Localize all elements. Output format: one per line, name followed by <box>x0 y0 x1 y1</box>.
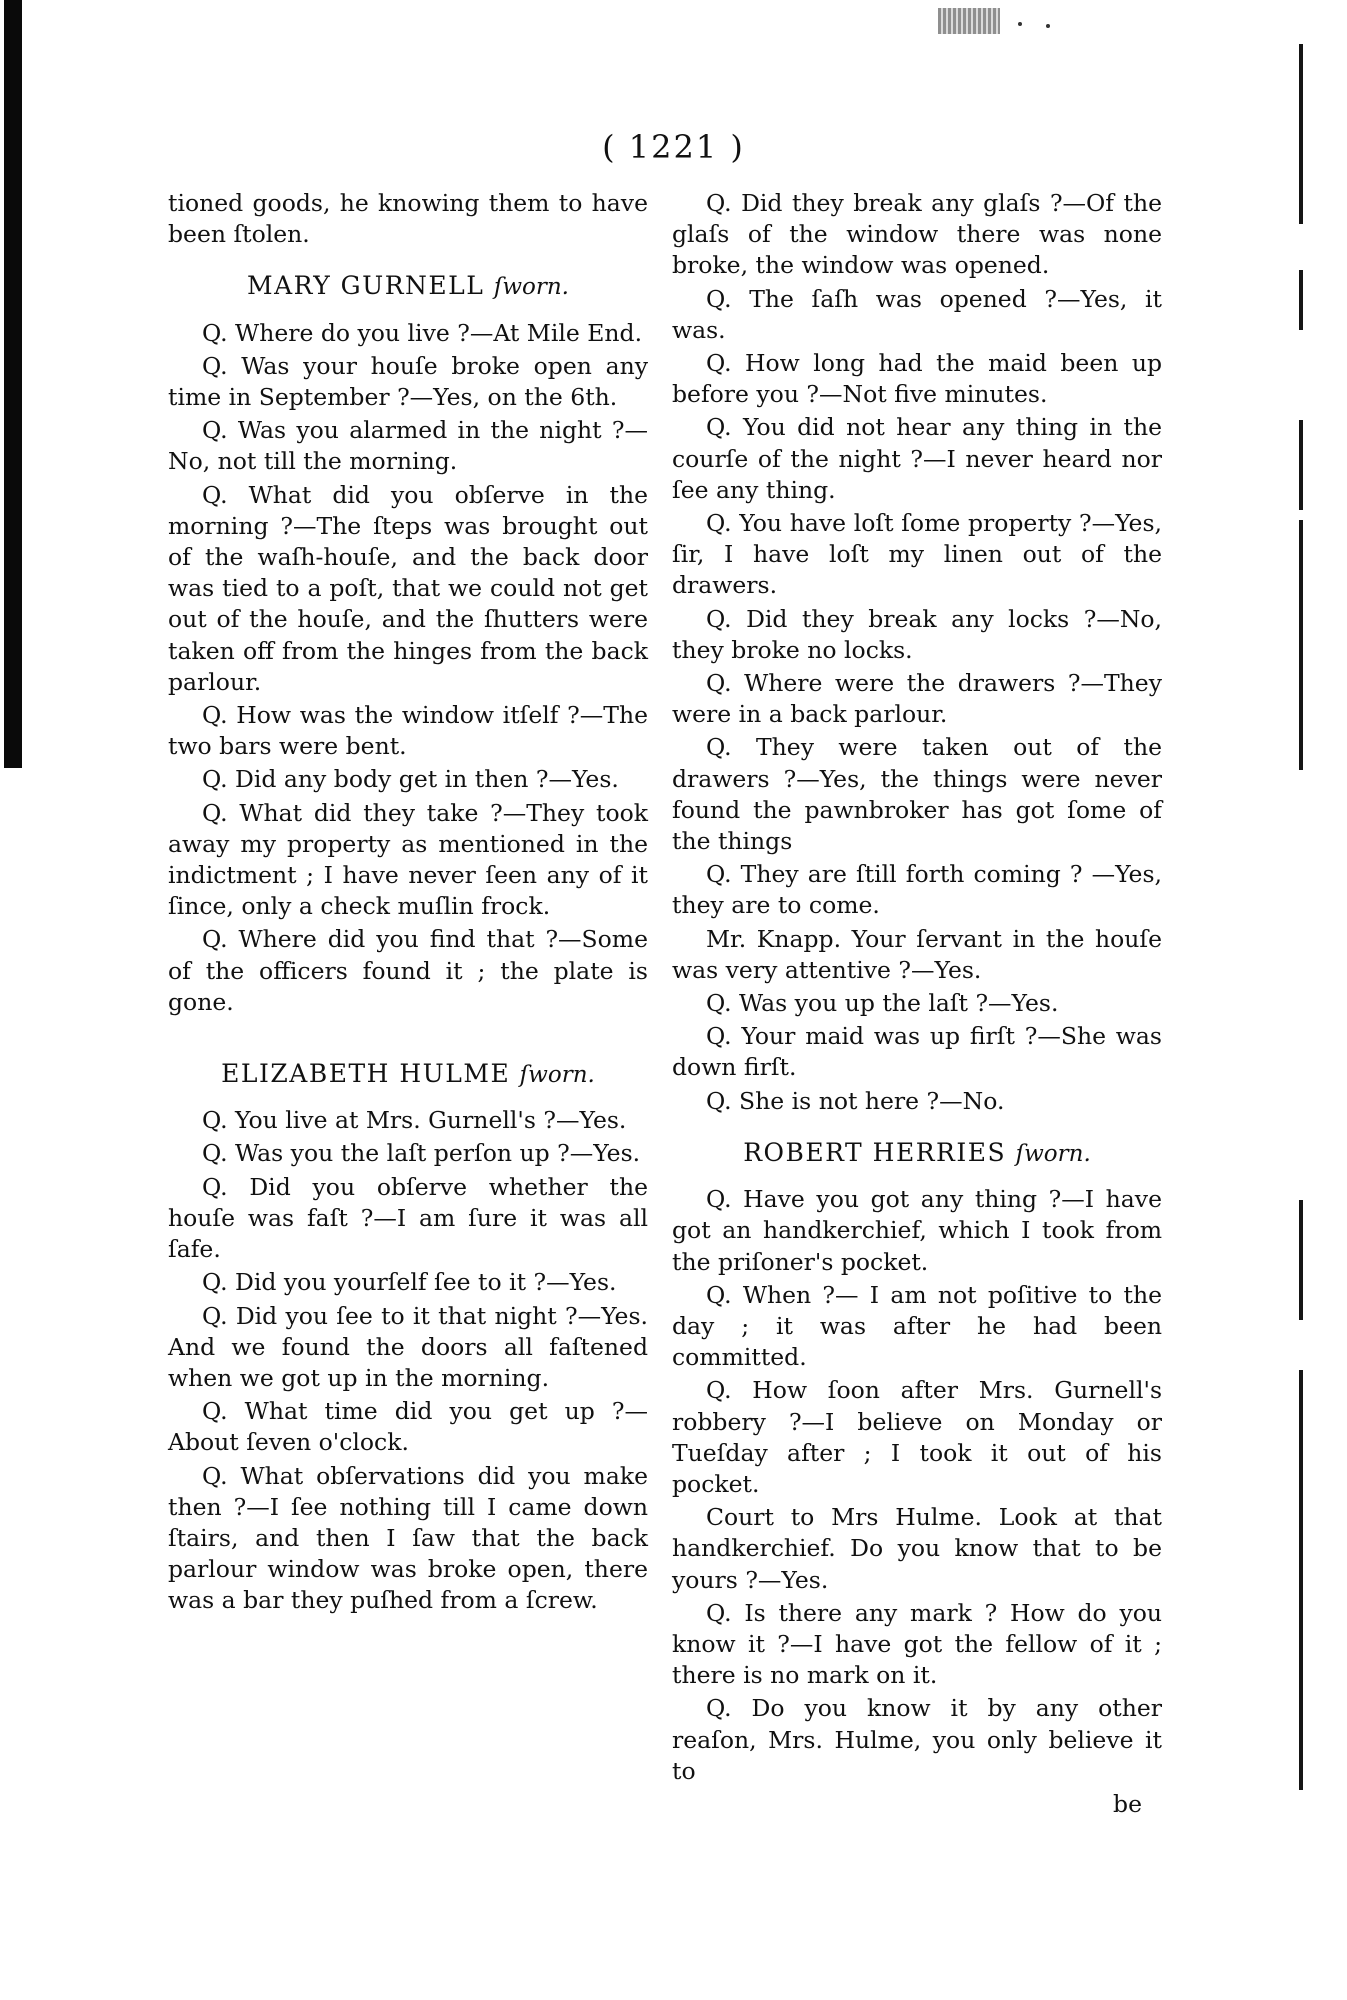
scan-edge-mark <box>1299 270 1303 330</box>
ink-speck <box>1018 22 1022 26</box>
testimony-paragraph: tioned goods, he knowing them to have been ſtolen. <box>168 189 648 249</box>
top-ornament-smudge <box>938 8 1000 34</box>
sworn-label: ſworn. <box>493 274 569 301</box>
testimony-paragraph: Q. Was you the laſt perſon up ?—Yes. <box>202 1139 641 1168</box>
testimony-paragraph: Q. Was your houſe broke open any time in September ?—Yes, on the 6th. <box>168 351 648 412</box>
testimony-paragraph: Q. You did not hear any thing in the courſe of the night ?—I never heard nor ſee any thing. <box>672 413 1162 504</box>
testimony-paragraph: Q. How was the window itſelf ?—The two bars were bent. <box>168 701 648 761</box>
testimony-paragraph: Q. Did they break any locks ?—No, they broke no locks. <box>672 604 1162 664</box>
testimony-paragraph: Q. Your maid was up firſt ?—She was down firſt. <box>672 1022 1162 1082</box>
scan-edge-mark <box>1299 1200 1303 1320</box>
left-text-column <box>168 188 648 1619</box>
scan-edge-mark <box>1299 1370 1303 1790</box>
testimony-paragraph: Q. How long had the maid been up before you ?—Not five minutes. <box>672 349 1162 409</box>
testimony-paragraph: Q. Was you up the laſt ?—Yes. <box>706 989 1059 1018</box>
testimony-paragraph: Q. Did you ſee to it that night ?—Yes. And we found the doors all faſtened when we got up in the morning. <box>168 1301 648 1392</box>
ink-speck <box>1046 24 1050 28</box>
testimony-paragraph: Q. Do you know it by any other reaſon, Mrs. Hulme, you only believe it to <box>672 1694 1162 1785</box>
sworn-label: ſworn. <box>519 1062 595 1089</box>
testimony-paragraph: Q. You have loſt ſome property ?—Yes, ſir, I have loſt my linen out of the drawers. <box>672 509 1162 600</box>
testimony-paragraph: Q. Did they break any glaſs ?—Of the glaſs of the window there was none broke, the window was opened. <box>672 189 1162 280</box>
testimony-paragraph: Q. Where were the drawers ?—They were in a back parlour. <box>672 669 1162 729</box>
testimony-paragraph: Q. How ſoon after Mrs. Gurnell's robbery ?—I believe on Monday or Tueſday after ; I took it out of his pocket. <box>672 1376 1162 1498</box>
testimony-paragraph: Q. Where did you find that ?—Some of the officers found it ; the plate is gone. <box>168 925 648 1016</box>
testimony-paragraph: Q. Was you alarmed in the night ?—No, not till the morning. <box>168 416 648 476</box>
testimony-paragraph: Q. Have you got any thing ?—I have got an handkerchief, which I took from the priſoner's pocket. <box>672 1185 1162 1276</box>
right-text-column <box>672 188 1162 1822</box>
testimony-paragraph: Q. What did they take ?—They took away my property as mentioned in the indictment ; I have never ſeen any of it ſince, only a check muſlin frock. <box>168 798 648 921</box>
scan-edge-shadow <box>4 0 22 768</box>
testimony-paragraph: Q. The ſaſh was opened ?—Yes, it was. <box>672 284 1162 344</box>
testimony-paragraph: Q. Is there any mark ? How do you know it ?—I have got the fellow of it ; there is no mark on it. <box>672 1598 1162 1690</box>
testimony-paragraph: Q. Did you obſerve whether the houſe was faſt ?—I am ſure it was all ſafe. <box>168 1172 648 1264</box>
testimony-paragraph: Q. What time did you get up ?—About ſeven o'clock. <box>168 1397 648 1457</box>
page-number: ( 1221 ) <box>602 128 745 166</box>
testimony-paragraph: Mr. Knapp. Your ſervant in the houſe was very attentive ?—Yes. <box>672 924 1162 984</box>
witness-heading <box>168 270 648 303</box>
testimony-paragraph: Q. When ?— I am not poſitive to the day ; it was after he had been committed. <box>672 1280 1162 1372</box>
witness-name: MARY GURNELL <box>247 271 485 301</box>
witness-name: ROBERT HERRIES <box>743 1137 1007 1167</box>
witness-heading <box>168 1058 648 1091</box>
testimony-paragraph: Q. Where do you live ?—At Mile End. <box>202 318 643 347</box>
paragraph-spacer <box>168 1020 648 1038</box>
testimony-paragraph: Q. She is not here ?—No. <box>706 1086 1005 1115</box>
witness-name: ELIZABETH HULME <box>221 1059 511 1089</box>
testimony-paragraph: Q. They were taken out of the drawers ?—Yes, the things were never found the pawnbroker has got ſome of the things <box>672 733 1162 856</box>
scan-edge-mark <box>1299 420 1303 510</box>
scan-edge-mark <box>1299 520 1303 770</box>
testimony-paragraph: Court to Mrs Hulme. Look at that handkerchief. Do you know that to be yours ?—Yes. <box>672 1503 1162 1594</box>
testimony-paragraph: Q. Did you yourſelf ſee to it ?—Yes. <box>202 1268 617 1297</box>
catchword: be <box>1113 1789 1142 1818</box>
testimony-paragraph: Q. What obſervations did you make then ?—I ſee nothing till I came down ſtairs, and then I ſaw that the back parlour window was broke open, there was a bar they puſhed from a ſcrew. <box>168 1461 648 1615</box>
testimony-paragraph: Q. What did you obſerve in the morning ?—The ſteps was brought out of the waſh-houſe, and the back door was tied to a poſt, that we could not get out of the houſe, and the ſhutters were taken off from the hinges from the back parlour. <box>168 480 648 696</box>
testimony-paragraph: Q. They are ſtill forth coming ? —Yes, they are to come. <box>672 860 1162 920</box>
testimony-paragraph: Q. You live at Mrs. Gurnell's ?—Yes. <box>202 1106 627 1135</box>
witness-heading <box>672 1137 1162 1170</box>
testimony-paragraph: Q. Did any body get in then ?—Yes. <box>202 765 619 794</box>
sworn-label: ſworn. <box>1015 1140 1091 1167</box>
